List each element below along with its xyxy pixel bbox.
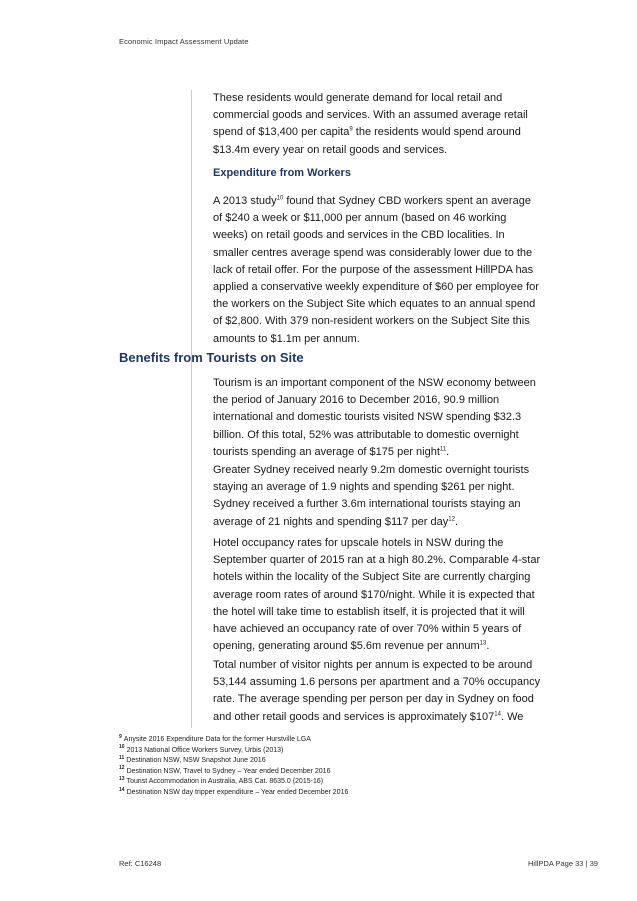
greater-sydney-paragraph: Greater Sydney received nearly 9.2m domestic overnight tourists staying an average of 1.9 nights and spending $261 per night. Sydney received a further 3.6m international tourists staying an average of 21 nights and spending $117 per day$^{12}$. — [213, 464, 530, 528]
footnote-item: $^9$ Anysite 2016 Expenditure Data for the former Hurstville LGA — [119, 733, 311, 743]
footnote-item: $^{10}$ 2013 National Office Workers Survey, Urbis (2013) — [119, 744, 284, 754]
footnote-item: $^{12}$ Destination NSW, Travel to Sydney – Year ended December 2016 — [119, 765, 331, 775]
footnote-ref: 14 — [494, 710, 501, 717]
footnote-item: $^{11}$ Destination NSW, NSW Snapshot June 2016 — [119, 754, 266, 765]
hotel-occupancy-paragraph: Hotel occupancy rates for upscale hotels in NSW during the September quarter of 2015 ran at a high 80.2%. Comparable 4-star hotels within the locality of the Subject Site are currently charging average room rates of around $170/night. While it is expected that the hotel will take time to establish itself, it is projected that it will have achieved an occupancy rate of over 70% within 5 years of opening, generating around $5.6m revenue per annum$^{13}$. — [213, 537, 541, 653]
margin-rule — [191, 90, 192, 728]
footnote-ref: 10 — [276, 195, 284, 202]
footer-page-number: HillPDA Page 33 | 39 — [528, 859, 598, 868]
workers-heading: Expenditure from Workers — [213, 167, 351, 179]
footnote-item: $^{13}$ Tourist Accommodation in Australia, ABS Cat. 8635.0 (2015-16) — [119, 776, 324, 786]
footnote-ref: 12 — [448, 515, 455, 522]
running-header: Economic Impact Assessment Update — [119, 37, 249, 46]
footnote-item: $^{14}$ Destination NSW day tripper expenditure – Year ended December 2016 — [119, 786, 349, 796]
workers-paragraph: A 2013 study$^{10}$ found that Sydney CBD workers spent an average of $240 a week or $11,000 per annum (based on 46 working weeks) on retail goods and services in the CBD localities. In smaller centres average spend was considerably lower due to the lack of retail offer. For the purpose of the assessment HillPDA has applied a conservative weekly expenditure of $60 per employee for the workers on the Subject Site which equates to an annual spend of $2,800. With 379 non-resident workers on the Subject Site this amounts to $1.1m per annum. — [213, 195, 539, 345]
footnotes — [119, 735, 348, 799]
footnote-ref: 11 — [439, 446, 447, 453]
tourists-section-heading: Benefits from Tourists on Site — [119, 350, 304, 365]
footnote-ref: 9 — [349, 126, 353, 133]
footnote-ref: 13 — [479, 640, 487, 647]
tourism-paragraph: Tourism is an important component of the NSW economy between the period of January 2016 to December 2016, 90.9 million international and domestic tourists visited NSW spending $32.3 billion. Of this total, 52% was attributable to domestic overnight tourists spending an average of $175 per night$^{11}$. — [213, 377, 536, 458]
visitor-nights-paragraph: Total number of visitor nights per annum is expected to be around 53,144 assuming 1.6 persons per apartment and a 70% occupancy rate. The average spending per person per day in Sydney on food and other retail goods and services is approximately $\$107^{14}$. We — [213, 659, 541, 723]
footer-reference: Ref: C16248 — [119, 859, 162, 868]
residents-paragraph: These residents would generate demand for local retail and commercial goods and services. With an assumed average retail spend of $13,400 per capita$^9$ the residents would spend around $13.4m every year on retail goods and services. — [213, 92, 528, 156]
